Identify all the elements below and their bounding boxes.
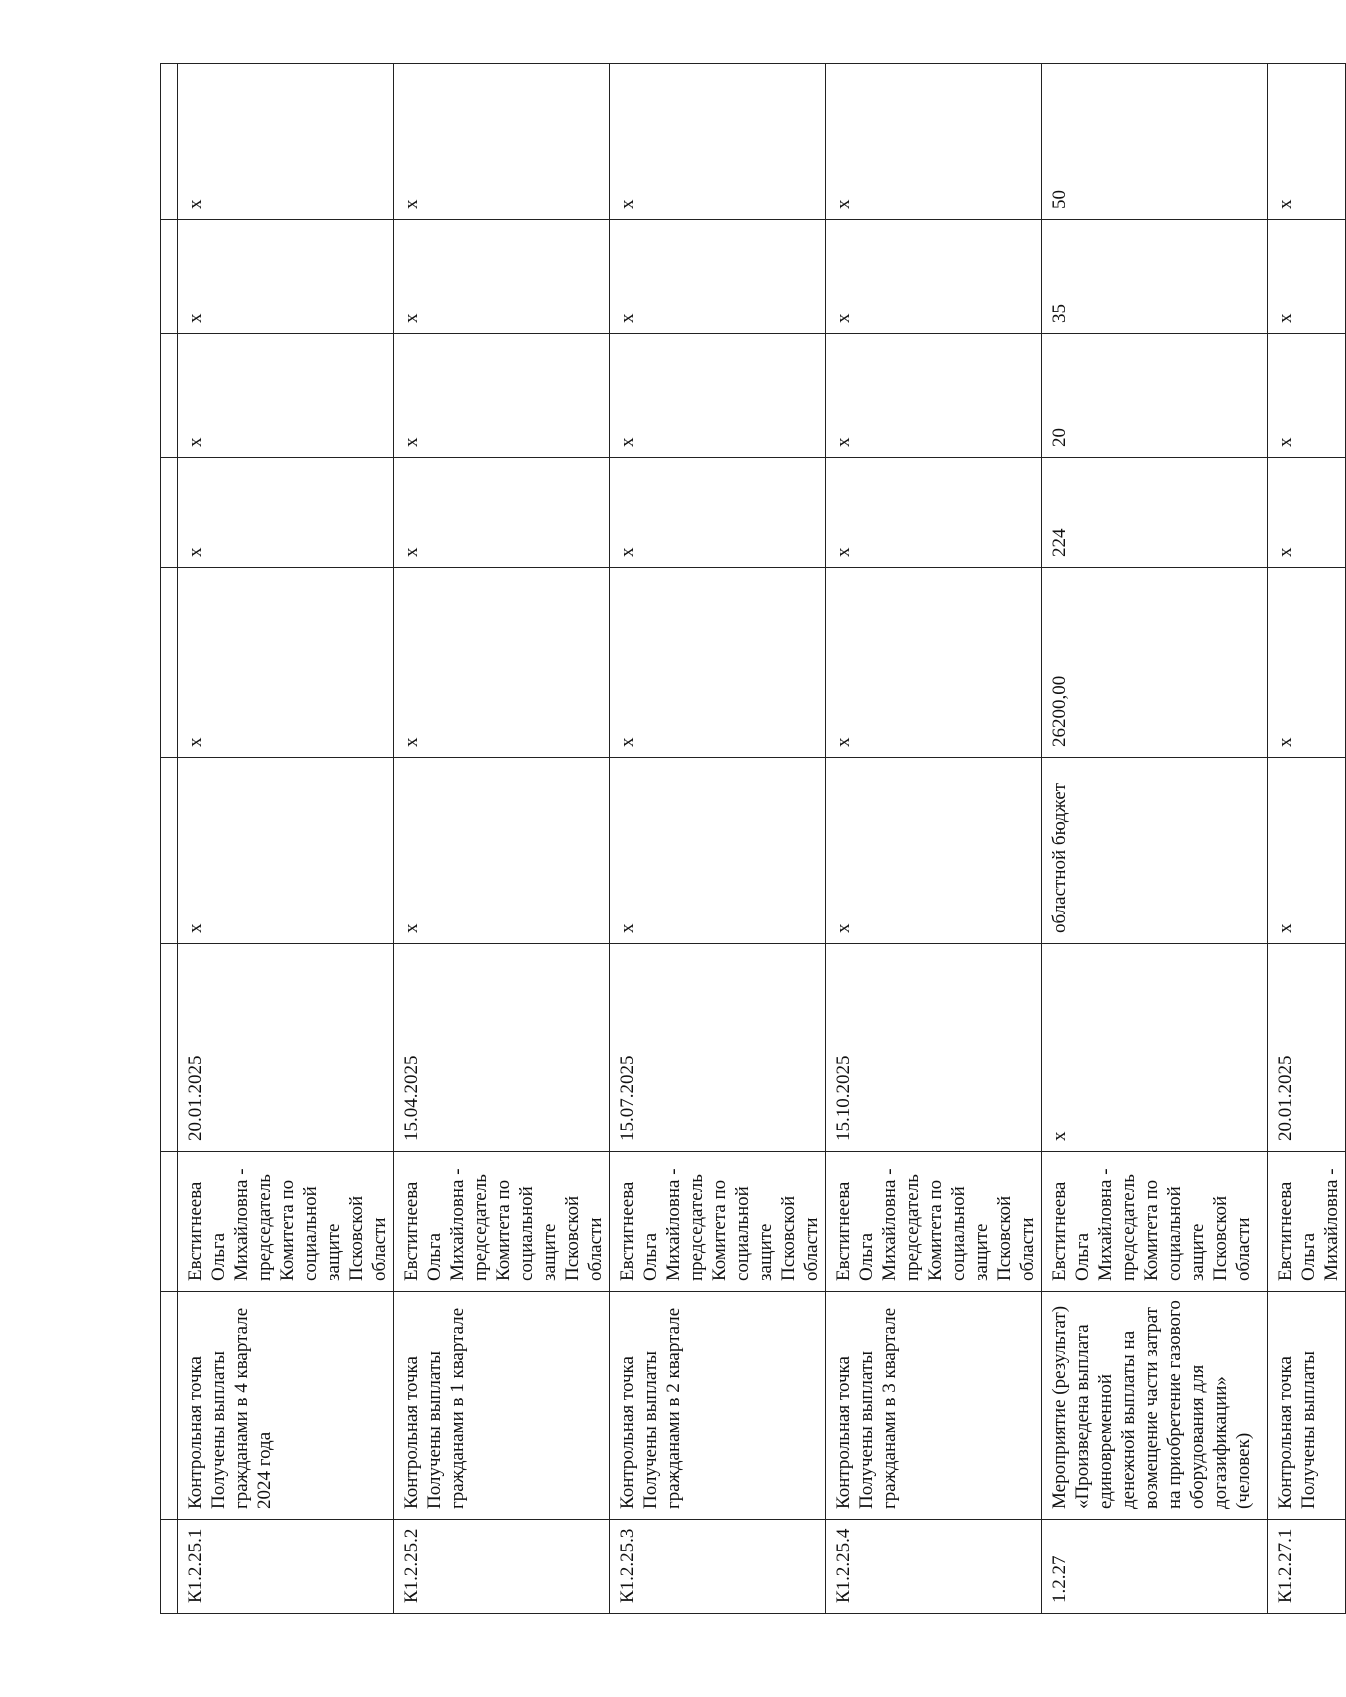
source-cell: х <box>178 758 394 944</box>
table-row <box>610 64 826 1614</box>
q1-cell: х <box>178 334 394 458</box>
total-cell: х <box>1268 458 1346 568</box>
measures-table <box>160 63 1346 1614</box>
q2-cell: х <box>826 220 1042 334</box>
header-cell <box>161 458 178 568</box>
code-cell: К1.2.25.4 <box>826 1520 1042 1614</box>
q1-cell: х <box>826 334 1042 458</box>
header-cell <box>161 220 178 334</box>
source-cell: х <box>826 758 1042 944</box>
q3-cell: х <box>394 64 610 220</box>
source-cell: областной бюджет <box>1042 758 1268 944</box>
q3-cell: х <box>826 64 1042 220</box>
header-cell <box>161 1292 178 1520</box>
responsible-cell: Евстигнеева Ольга Михайловна - председатель Комитета по социальной защите Псковской области <box>394 1152 610 1292</box>
header-cell <box>161 1520 178 1614</box>
header-cell <box>161 944 178 1152</box>
date-cell: х <box>1042 944 1268 1152</box>
amount-cell: х <box>826 568 1042 758</box>
q2-cell: х <box>1268 220 1346 334</box>
name-cell: Мероприятие (результат) «Произведена выплата единовременной денежной выплаты на возмещение части затрат на приобретение газового оборудования для догазификации» (человек) <box>1042 1292 1268 1520</box>
header-cell <box>161 64 178 220</box>
header-cell <box>161 568 178 758</box>
name-cell: Контрольная точка Получены выплаты гражданами в 4 квартале 2024 года <box>178 1292 394 1520</box>
amount-cell: х <box>394 568 610 758</box>
source-cell: х <box>394 758 610 944</box>
header-edge-row <box>161 64 178 1614</box>
responsible-cell: Евстигнеева Ольга Михайловна - председатель Комитета по социальной защите Псковской области <box>826 1152 1042 1292</box>
total-cell: х <box>394 458 610 568</box>
header-cell <box>161 1152 178 1292</box>
responsible-cell: Евстигнеева Ольга Михайловна - председатель Комитета по социальной защите Псковской области <box>610 1152 826 1292</box>
name-cell: Контрольная точка Получены выплаты гражданами в 2 квартале <box>610 1292 826 1520</box>
q2-cell: х <box>178 220 394 334</box>
total-cell: х <box>826 458 1042 568</box>
code-cell: К1.2.27.1 <box>1268 1520 1346 1614</box>
amount-cell: 26200,00 <box>1042 568 1268 758</box>
table-row <box>826 64 1042 1614</box>
code-cell: К1.2.25.1 <box>178 1520 394 1614</box>
header-cell <box>161 334 178 458</box>
total-cell: х <box>178 458 394 568</box>
amount-cell: х <box>610 568 826 758</box>
header-cell <box>161 758 178 944</box>
source-cell: х <box>610 758 826 944</box>
amount-cell: х <box>1268 568 1346 758</box>
table-body <box>161 64 1346 1614</box>
source-cell: х <box>1268 758 1346 944</box>
q3-cell: 50 <box>1042 64 1268 220</box>
date-cell: 15.04.2025 <box>394 944 610 1152</box>
code-cell: К1.2.25.2 <box>394 1520 610 1614</box>
table-row <box>1268 64 1346 1614</box>
amount-cell: х <box>178 568 394 758</box>
q3-cell: х <box>178 64 394 220</box>
q1-cell: х <box>394 334 610 458</box>
q1-cell: х <box>610 334 826 458</box>
table-row <box>394 64 610 1614</box>
q2-cell: х <box>610 220 826 334</box>
name-cell: Контрольная точка Получены выплаты гражданами в 1 квартале <box>394 1292 610 1520</box>
q3-cell: х <box>1268 64 1346 220</box>
table-row <box>178 64 394 1614</box>
q2-cell: 35 <box>1042 220 1268 334</box>
date-cell: 20.01.2025 <box>178 944 394 1152</box>
q1-cell: х <box>1268 334 1346 458</box>
name-cell: Контрольная точка Получены выплаты <box>1268 1292 1346 1520</box>
name-cell: Контрольная точка Получены выплаты гражданами в 3 квартале <box>826 1292 1042 1520</box>
responsible-cell: Евстигнеева Ольга Михайловна - председатель Комитета по социальной защите Псковской области <box>178 1152 394 1292</box>
code-cell: 1.2.27 <box>1042 1520 1268 1614</box>
q2-cell: х <box>394 220 610 334</box>
total-cell: х <box>610 458 826 568</box>
total-cell: 224 <box>1042 458 1268 568</box>
date-cell: 15.10.2025 <box>826 944 1042 1152</box>
date-cell: 15.07.2025 <box>610 944 826 1152</box>
rotated-page <box>160 64 1342 1614</box>
code-cell: К1.2.25.3 <box>610 1520 826 1614</box>
q1-cell: 20 <box>1042 334 1268 458</box>
responsible-cell: Евстигнеева Ольга Михайловна - председатель Комитета по социальной защите Псковской области <box>1042 1152 1268 1292</box>
q3-cell: х <box>610 64 826 220</box>
responsible-cell: Евстигнеева Ольга Михайловна - <box>1268 1152 1346 1292</box>
date-cell: 20.01.2025 <box>1268 944 1346 1152</box>
table-row <box>1042 64 1268 1614</box>
